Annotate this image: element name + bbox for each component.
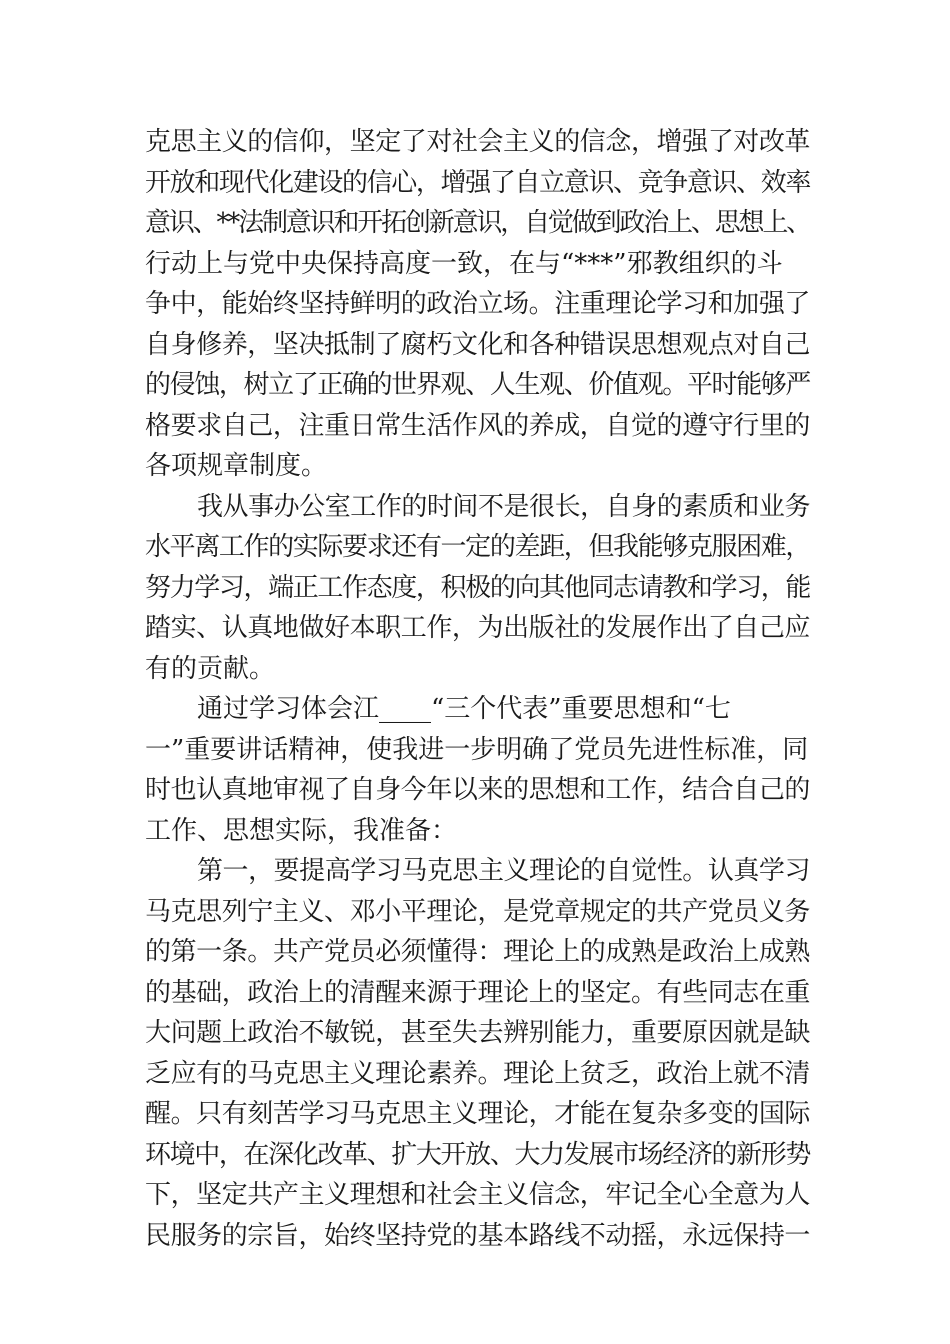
text-line: 踏实、认真地做好本职工作，为出版社的发展作出了自己应	[145, 613, 811, 643]
text-line: 乏应有的马克思主义理论素养。理论上贫乏，政治上就不清	[145, 1058, 811, 1089]
paragraph-first-line: 我从事办公室工作的时间不是很长，自身的素质和业务	[197, 491, 811, 522]
text-line: 工作、思想实际，我准备：	[145, 815, 458, 846]
text-line: 一”重要讲话精神，使我进一步明确了党员先进性标准，同	[145, 734, 809, 765]
paragraph-first-line: 第一，要提高学习马克思主义理论的自觉性。认真学习	[197, 856, 811, 886]
text-line: 水平离工作的实际要求还有一定的差距，但我能够克服困难，	[145, 532, 811, 562]
text-line: 环境中，在深化改革、扩大开放、大力发展市场经济的新形势	[145, 1139, 811, 1170]
text-line: 努力学习，端正工作态度，积极的向其他同志请教和学习，能	[145, 572, 811, 603]
text-line: 下，坚定共产主义理想和社会主义信念，牢记全心全意为人	[145, 1180, 811, 1210]
text-line: 醒。只有刻苦学习马克思主义理论，才能在复杂多变的国际	[145, 1099, 811, 1129]
text-line: 的第一条。共产党员必须懂得：理论上的成熟是政治上成熟	[145, 937, 811, 967]
text-line: 意识、**法制意识和开拓创新意识，自觉做到政治上、思想上、	[145, 208, 811, 238]
text-line: 争中，能始终坚持鲜明的政治立场。注重理论学习和加强了	[145, 289, 811, 319]
text-line: 格要求自己，注重日常生活作风的养成，自觉的遵守行里的	[145, 410, 811, 441]
text-line: 的侵蚀，树立了正确的世界观、人生观、价值观。平时能够严	[145, 370, 811, 400]
text-line: 大问题上政治不敏锐，甚至失去辨别能力，重要原因就是缺	[145, 1018, 811, 1048]
text-line: 马克思列宁主义、邓小平理论，是党章规定的共产党员义务	[145, 896, 811, 927]
text-line: 开放和现代化建设的信心，增强了自立意识、竞争意识、效率	[145, 167, 811, 198]
text-line: 民服务的宗旨，始终坚持党的基本路线不动摇，永远保持一	[145, 1220, 811, 1251]
text-line: 有的贡献。	[145, 653, 276, 684]
text-line: 行动上与党中央保持高度一致，在与“***”邪教组织的斗	[145, 248, 783, 279]
text-line: 克思主义的信仰，坚定了对社会主义的信念，增强了对改革	[145, 127, 811, 157]
paragraph-first-line: 通过学习体会江____“三个代表”重要思想和“七	[197, 694, 731, 724]
text-line: 自身修养，坚决抵制了腐朽文化和各种错误思想观点对自己	[145, 329, 811, 360]
text-line: 时也认真地审视了自身今年以来的思想和工作，结合自己的	[145, 775, 811, 805]
text-line: 各项规章制度。	[145, 451, 328, 481]
body-text	[145, 122, 810, 1256]
text-line: 的基础，政治上的清醒来源于理论上的坚定。有些同志在重	[145, 977, 811, 1008]
